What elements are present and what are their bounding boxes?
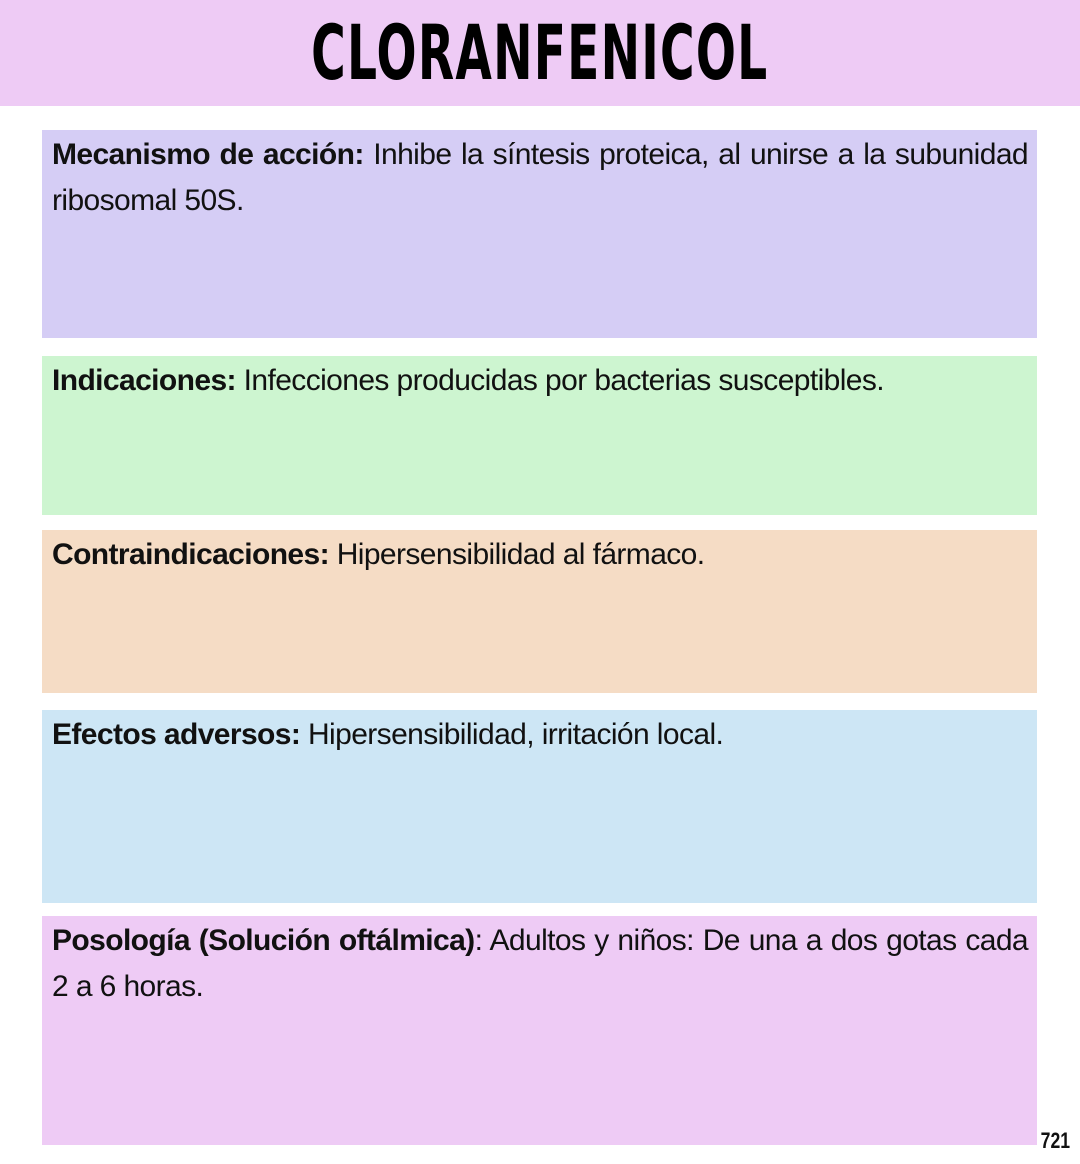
section-text: Infecciones producidas por bacterias susceptibles. [235, 364, 885, 397]
section-contraindications [42, 530, 1037, 693]
section-label: Indicaciones: [52, 364, 236, 397]
section-text: Hipersensibilidad al fármaco. [328, 538, 705, 571]
section-dosage [42, 916, 1037, 1145]
drug-title: CLORANFENICOL [311, 8, 769, 97]
section-text: Inhibe la síntesis proteica, al unirse a la subunidad ribosomal 50S. [52, 138, 1028, 217]
section-label: Efectos adversos: [52, 718, 301, 751]
section-label: Contraindicaciones: [52, 538, 329, 571]
section-indications [42, 356, 1037, 515]
section-label: Mecanismo de acción: [52, 138, 364, 171]
section-mechanism [42, 130, 1037, 338]
title-banner [0, 0, 1080, 106]
page-number: 721 [1040, 1128, 1071, 1153]
section-text: Hipersensibilidad, irritación local. [300, 718, 724, 751]
section-text: : Adultos y niños: De una a dos gotas cada 2 a 6 horas. [52, 924, 1028, 1003]
section-adverse-effects [42, 710, 1037, 903]
section-label: Posología (Solución oftálmica) [52, 924, 475, 957]
